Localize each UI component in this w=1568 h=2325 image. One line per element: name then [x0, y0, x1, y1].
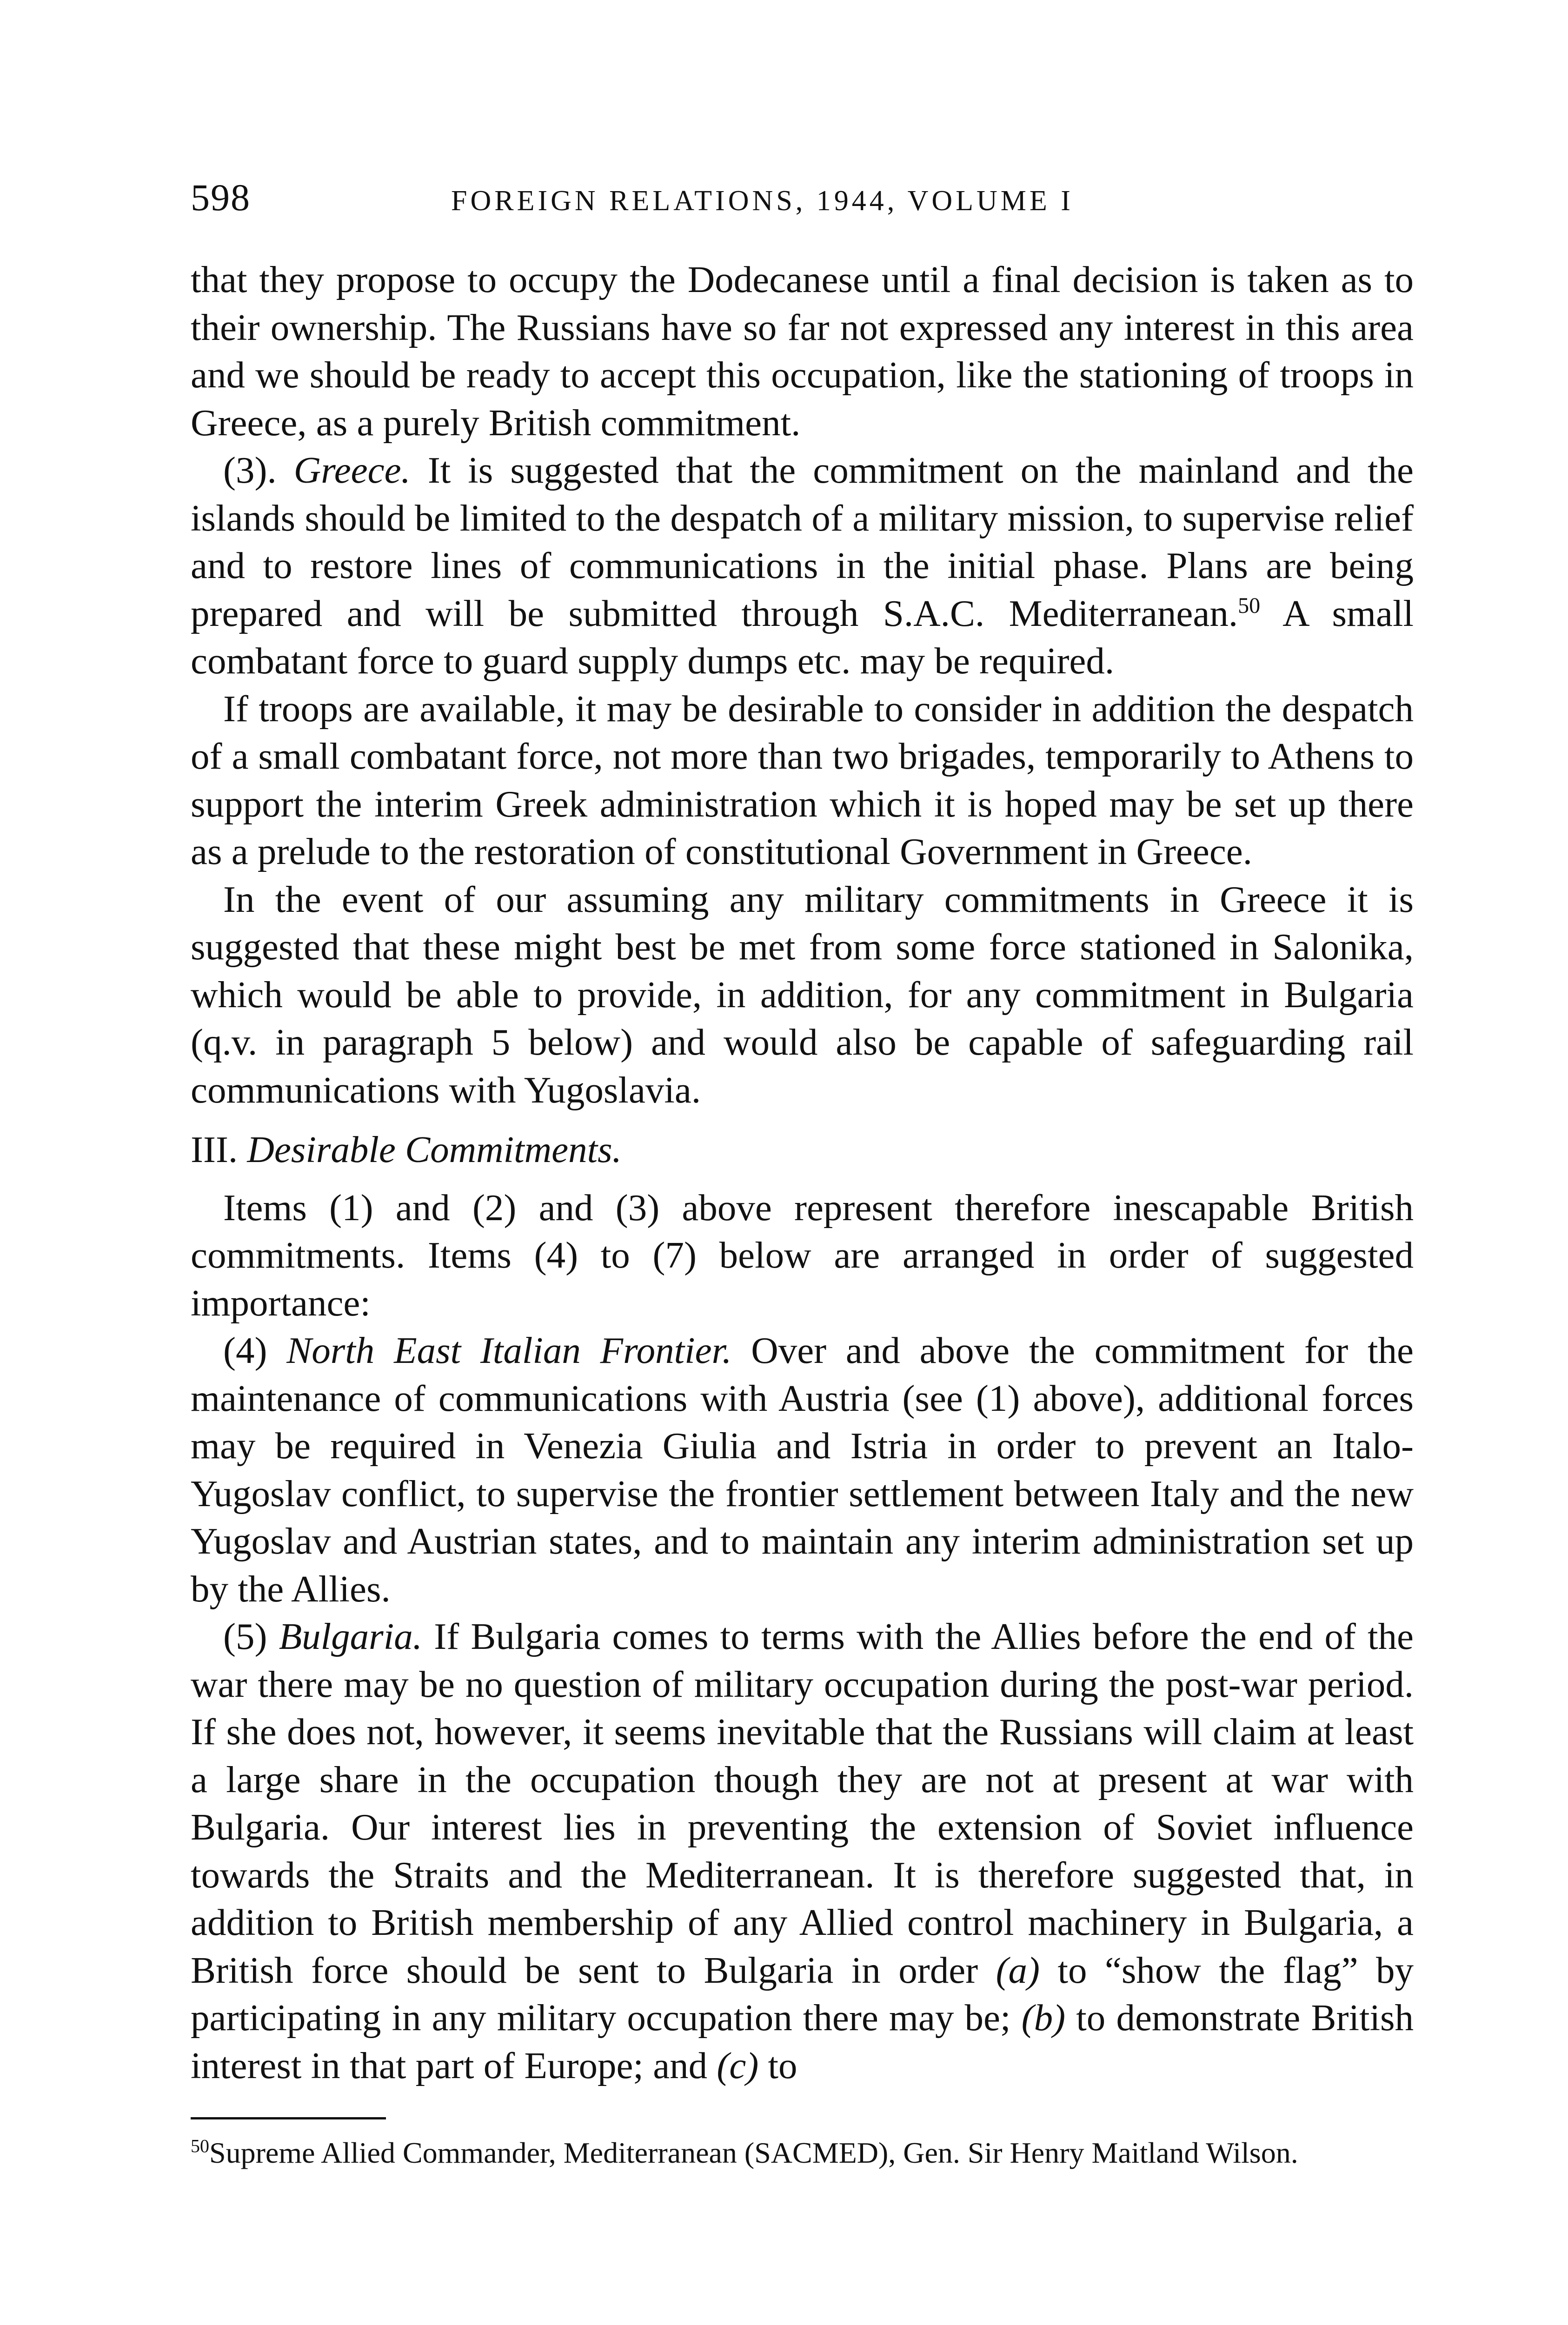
- footnote-text: Supreme Allied Commander, Mediterranean (SACMED), Gen. Sir Henry Maitland Wilson.: [209, 2136, 1298, 2169]
- footnote-divider: [191, 2117, 386, 2119]
- document-page: [191, 176, 1414, 2171]
- paragraph-continuation: that they propose to occupy the Dodecanese until a final decision is taken as to their ownership. The Russians have so far not expressed any interest in this area and we should be ready to accept this occupation, like the stationing of troops in Greece, as a purely British commitment.: [191, 259, 1414, 444]
- running-head: FOREIGN RELATIONS, 1944, VOLUME I: [451, 185, 1074, 217]
- paragraph-bulgaria: (5) Bulgaria. If Bulgaria comes to terms with the Allies before the end of the war there may be no question of military occupation during the post-war period. If she does not, however, it seems inevitable that the Russians will claim at least a large share in the occupation though they are not at present at war with Bulgaria. Our interest lies in preventing the extension of Soviet influence towards the Straits and the Mediterranean. It is therefore suggested that, in addition to British membership of any Allied control machinery in Bulgaria, a British force should be sent to Bulgaria in order (a) to “show the flag” by participating in any military occupation there may be; (b) to demonstrate British interest in that part of Europe; and (c) to: [191, 1615, 1414, 2086]
- paragraph-items: Items (1) and (2) and (3) above represent therefore inescapable British commitments. Items (4) to (7) below are arranged in order of suggested importance:: [191, 1186, 1414, 1324]
- page-number: 598: [191, 176, 251, 219]
- bulgaria-heading: Bulgaria.: [279, 1615, 422, 1657]
- greece-heading: Greece.: [293, 449, 411, 491]
- section-heading: III. Desirable Commitments.: [191, 1129, 622, 1170]
- paragraph-greece: (3). Greece. It is suggested that the commitment on the mainland and the islands should be limited to the despatch of a military mission, to supervise relief and to restore lines of communications in the initial phase. Plans are being prepared and will be submitted through S.A.C. Mediterranean.$^{50}$ A small combatant force to guard supply dumps etc. may be required.: [191, 449, 1414, 682]
- footnote: [191, 2135, 1414, 2171]
- paragraph-italian-frontier: (4) North East Italian Frontier. Over and above the commitment for the maintenance of communications with Austria (see (1) above), additional forces may be required in Venezia Giulia and Istria in order to prevent an Italo-Yugoslav conflict, to supervise the frontier settlement between Italy and the new Yugoslav and Austrian states, and to maintain any interim administration set up by the Allies.: [191, 1329, 1414, 1610]
- body-text: [191, 256, 1414, 2089]
- paragraph-athens: If troops are available, it may be desirable to consider in addition the despatch of a small combatant force, not more than two brigades, temporarily to Athens to support the interim Greek administration which it is hoped may be set up there as a prelude to the restoration of constitutional Government in Greece.: [191, 687, 1414, 872]
- italian-frontier-heading: North East Italian Frontier.: [286, 1329, 732, 1371]
- footnote-marker: 50: [191, 2135, 209, 2157]
- footnote-ref: 50: [1238, 593, 1261, 618]
- paragraph-salonika: In the event of our assuming any military commitments in Greece it is suggested that these might best be met from some force stationed in Salonika, which would be able to provide, in addition, for any commitment in Bulgaria (q.v. in paragraph 5 below) and would also be capable of safeguarding rail communications with Yugoslavia.: [191, 878, 1414, 1111]
- page-header: [191, 176, 1414, 241]
